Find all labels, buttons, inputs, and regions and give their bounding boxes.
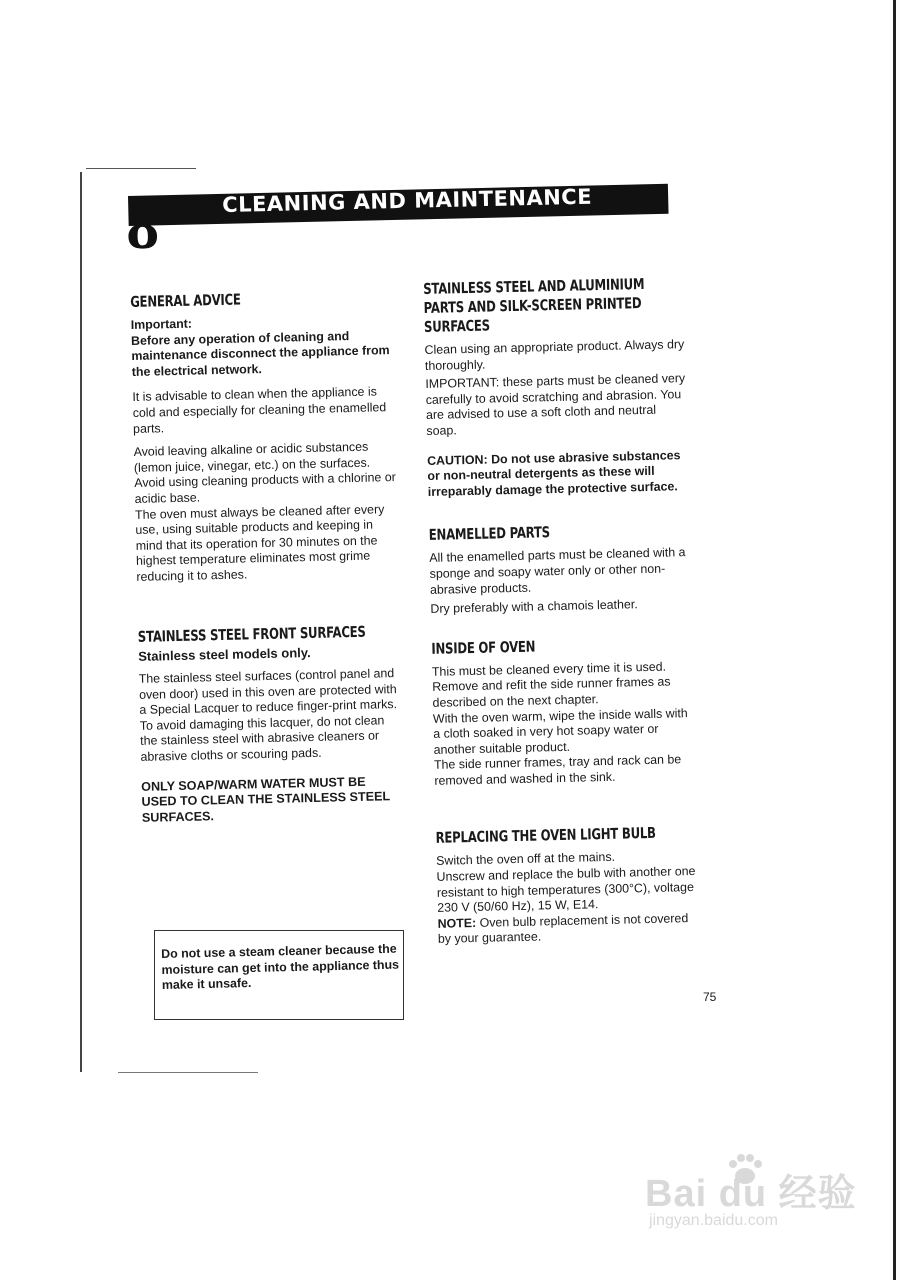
watermark [645,1150,865,1250]
note-text: Oven bulb replacement is not covered by your guarantee. [437,910,689,947]
watermark-logo: Bai du 经验 [645,1173,857,1215]
page-rule-top [86,168,196,169]
stainless-front-p2: To avoid damaging this lacquer, do not clean the stainless steel with abrasive cleaners or abrasive cloths or scouring pads. [139,713,385,764]
scan-edge [893,0,896,1280]
inside-oven-p4: The side runner frames, tray and rack can be removed and washed in the sink. [433,752,682,788]
stainless-front-warning: ONLY SOAP/WARM WATER MUST BE USED TO CLEAN THE STAINLESS STEEL SURFACES. [141,774,391,825]
stainless-front-subheading: Stainless steel models only. [138,644,311,664]
general-advice-p3: Avoid using cleaning products with a chlorine or acidic base. [134,470,396,506]
stainless-front-p1: The stainless steel surfaces (control panel and oven door) used in this oven are protected with a Special Lacquer to reduce finger-print marks. [138,666,398,718]
note-label: NOTE: [437,915,477,931]
light-bulb-heading: REPLACING THE OVEN LIGHT BULB [435,824,656,848]
chapter-number: 8 [125,189,160,264]
watermark-url: jingyan.baidu.com [649,1212,778,1229]
stainless-aluminium-p2: IMPORTANT: these parts must be cleaned very carefully to avoid scratching and abrasion. You are advised to use a soft cloth and neutral soap. [425,371,686,438]
page-title: CLEANING AND MAINTENANCE [222,184,593,217]
page-rule-left [80,172,82,1072]
warning-box [154,930,404,1020]
right-column [423,274,700,956]
stainless-aluminium-caution: CAUTION: Do not use abrasive substances or non-neutral detergents as these will irreparably damage the protective surface. [426,447,681,499]
inside-oven-p1: This must be cleaned every time it is used. [431,659,667,679]
left-column [130,287,404,834]
general-advice-heading: GENERAL ADVICE [130,290,241,311]
steam-cleaner-warning: Do not use a steam cleaner because the moisture can get into the appliance thus make it unsafe. [161,941,400,993]
enamelled-p2: Dry preferably with a chamois leather. [430,597,638,617]
page-rule-bottom [118,1072,258,1073]
important-text: Before any operation of cleaning and maintenance disconnect the appliance from the electrical network. [130,328,390,379]
enamelled-p1: All the enamelled parts must be cleaned with a sponge and soapy water only or other non-abrasive products. [429,545,686,597]
stainless-aluminium-heading: STAINLESS STEEL AND ALUMINIUM PARTS AND SILK-SCREEN PRINTED SURFACES [423,274,645,336]
inside-oven-p2: Remove and refit the side runner frames as described on the next chapter. [432,674,671,710]
page-number: 75 [703,990,717,1004]
light-bulb-p1: Switch the oven off at the mains. [436,850,616,869]
general-advice-p1: It is advisable to clean when the appliance is cold and especially for cleaning the enamelled parts. [132,384,387,436]
stainless-front-heading: STAINLESS STEEL FRONT SURFACES [137,622,366,646]
general-advice-p4: The oven must always be cleaned after every use, using suitable products and keeping in mind that its operation for 30 minutes on the highest temperature eliminates most grime reducing it to ashes. [134,501,385,584]
general-advice-p2: Avoid leaving alkaline or acidic substances (lemon juice, vinegar, etc.) on the surfaces. [133,439,371,475]
light-bulb-note [437,911,700,948]
stainless-aluminium-p1: Clean using an appropriate product. Always dry thoroughly. [424,337,685,373]
important-label: Important: [130,316,193,332]
light-bulb-p2: Unscrew and replace the bulb with another one resistant to high temperatures (300°C), voltage 230 V (50/60 Hz), 15 W, E14. [436,864,696,916]
enamelled-heading: ENAMELLED PARTS [428,523,551,545]
inside-oven-heading: INSIDE OF OVEN [431,637,536,658]
inside-oven-p3: With the oven warm, wipe the inside walls with a cloth soaked in very hot soapy water or another suitable product. [432,705,688,757]
